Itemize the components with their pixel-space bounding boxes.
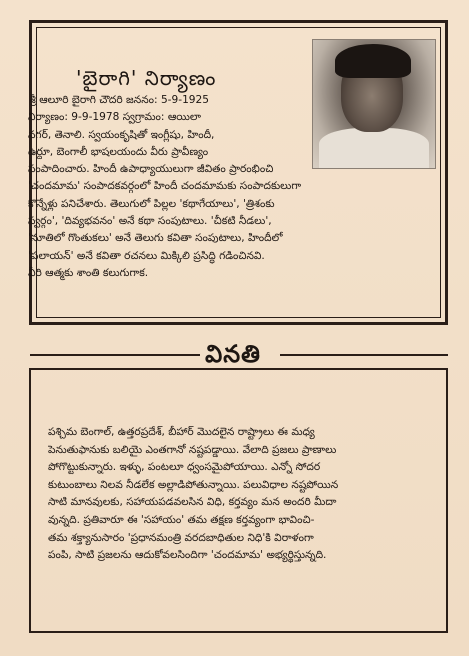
obituary-title: 'బైరాగి' నిర్యాణం: [76, 66, 217, 90]
appeal-line: పోగొట్టుకున్నారు. ఇళ్ళు, పంటలూ ధ్వంసమైపోయాయి. ఎన్నో సోదర: [48, 461, 321, 474]
obituary-line: ఉర్దూ, బెంగాలీ భాషలయందు వీరు ప్రావీణ్యం: [28, 145, 209, 158]
obituary-line: సంపాదించారు. హిందీ ఉపాధ్యాయులుగా జీవితం ప్రారంభించి: [28, 163, 274, 176]
obituary-line: శ్రీ ఆలూరి బైరాగి చౌదరి జననం: 5-9-1925: [30, 94, 210, 106]
appeal-line: పశ్చిమ బెంగాల్, ఉత్తరప్రదేశ్, బీహార్ మొదలైన రాష్ట్రాలు ఈ మధ్య: [48, 426, 315, 438]
obituary-line: 'పలాయన్' అనే కవితా రచనలు మిక్కిలి ప్రసిద్ధి గడించినవి.: [28, 249, 265, 262]
divider-line-right: [280, 354, 448, 356]
appeal-line: తమ శక్త్యానుసారం 'ప్రధానమంత్రి వరదబాధితుల నిధి'కి విరాళంగా: [48, 531, 314, 544]
appeal-line: పెనుతుఫానుకు బలియై ఎంతగానో నష్టపడ్డాయి. వేలాది ప్రజలు ప్రాణాలు: [48, 443, 337, 456]
obituary-line: నగర్, తెనాలి. స్వయంకృషితో ఇంగ్లీషు, హిందీ,: [28, 128, 215, 141]
obituary-line: కొన్నేళ్లు పనిచేశారు. తెలుగులో పిల్లల 'కథాగేయాలు', 'త్రిశంకు: [28, 197, 275, 210]
obituary-line: వీరి ఆత్మకు శాంతి కలుగుగాక.: [28, 266, 149, 279]
obituary-text: [28, 92, 408, 282]
appeal-text: [48, 424, 438, 565]
divider-line-left: [30, 354, 200, 356]
appeal-line: పంపి, సాటి ప్రజలను ఆదుకోవలసిందిగా 'చందమామ' అభ్యర్థిస్తున్నది.: [48, 549, 327, 562]
obituary-line: స్వర్గం', 'దివ్యభవనం' అనే కథా సంపుటాలు. 'చీకటి నీడలు',: [28, 215, 272, 228]
appeal-line: సాటి మానవులకు, సహాయపడవలసిన విధి, కర్తవ్యం మన అందరి మీదా: [48, 496, 337, 509]
portrait-hair: [335, 44, 411, 78]
appeal-line: వున్నది. ప్రతివారూ ఈ 'సహాయం' తమ తక్షణ కర్తవ్యంగా భావించి-: [48, 513, 315, 526]
obituary-line: నిర్యాణం: 9-9-1978 స్వగ్రామం: ఆయిలా: [28, 111, 202, 124]
obituary-line: 'చందమామ' సంపాదకవర్గంలో హిందీ చందమామకు సంపాదకులుగా: [28, 180, 302, 193]
appeal-line: కుటుంబాలు నిలవ నీడలేక అల్లాడిపోతున్నాయి. పలువిధాల నష్టపోయిన: [48, 478, 339, 491]
obituary-line: 'నూతిలో గొంతుకలు' అనే తెలుగు కవితా సంపుటాలు, హిందీలో: [28, 232, 283, 245]
appeal-title: వినతి: [205, 340, 261, 368]
